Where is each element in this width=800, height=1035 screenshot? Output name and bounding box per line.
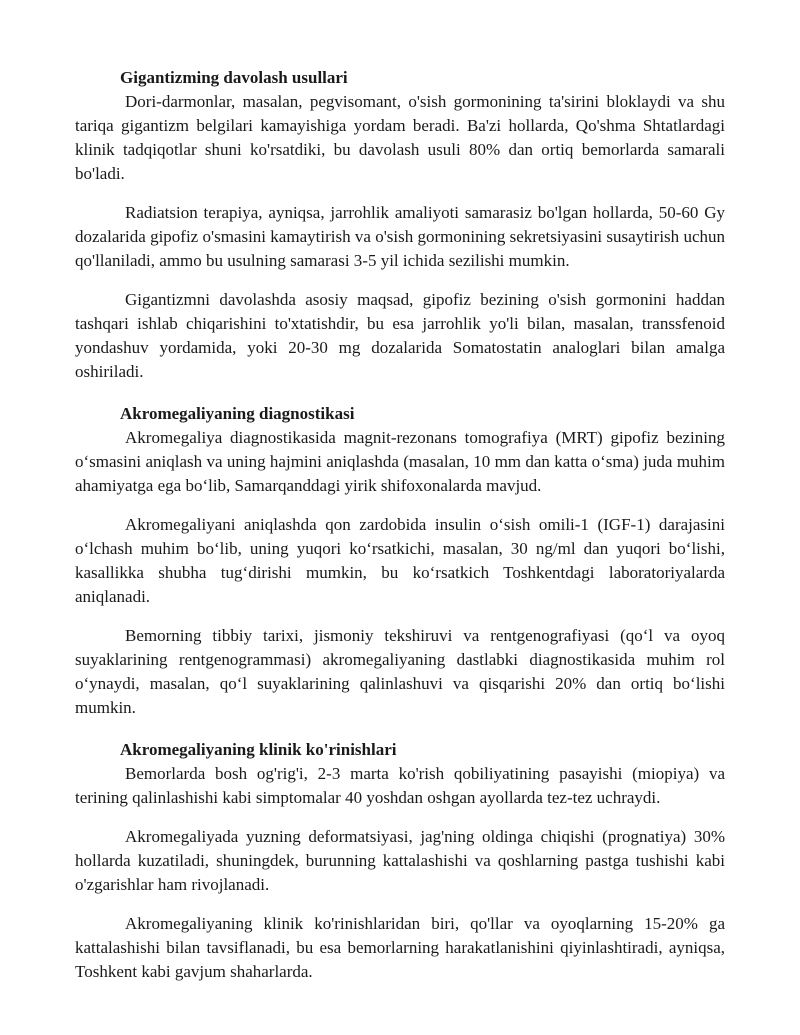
document-page [75, 66, 725, 999]
paragraph: Akromegaliya diagnostikasida magnit-rezonans tomografiya (MRT) gipofiz bezining o‘smasini aniqlash va uning hajmini aniqlashda (masalan, 10 mm dan katta o‘sma) juda muhim ahamiyatga ega bo‘lib, Samarqanddagi yirik shifoxonalarda mavjud. [75, 428, 725, 495]
section-acromegaly-diagnostics [75, 402, 725, 720]
paragraph: Gigantizmni davolashda asosiy maqsad, gipofiz bezining o'sish gormonini haddan tashqari ishlab chiqarishini to'xtatishdir, bu esa jarrohlik yo'li bilan, masalan, transsfenoid yondashuv yordamida, yoki 20-30 mg dozalarida Somatostatin analoglari bilan amalga oshiriladi. [75, 290, 725, 381]
section-heading: Akromegaliyaning klinik ko'rinishlari [120, 740, 397, 759]
paragraph: Bemorning tibbiy tarixi, jismoniy tekshiruvi va rentgenografiyasi (qo‘l va oyoq suyaklarining rentgenogrammasi) akromegaliyaning dastlabki diagnostikasida muhim rol o‘ynaydi, masalan, qo‘l suyaklarining qalinlashuvi va qisqarishi 20% dan ortiq bo‘lishi mumkin. [75, 626, 725, 717]
paragraph: Akromegaliyani aniqlashda qon zardobida insulin o‘sish omili-1 (IGF-1) darajasini o‘lchash muhim bo‘lib, uning yuqori ko‘rsatkichi, masalan, 30 ng/ml dan yuqori bo‘lishi, kasallikka shubha tug‘dirishi mumkin, bu ko‘rsatkich Toshkentdagi laboratoriyalarda aniqlanadi. [75, 515, 725, 606]
section-acromegaly-clinical-signs [75, 738, 725, 984]
paragraph: Dori-darmonlar, masalan, pegvisomant, o'sish gormonining ta'sirini bloklaydi va shu tariqa gigantizm belgilari kamayishiga yordam beradi. Ba'zi hollarda, Qo'shma Shtatlardagi klinik tadqiqotlar shuni ko'rsatdiki, bu davolash usuli 80% dan ortiq bemorlarda samarali bo'ladi. [75, 92, 725, 183]
paragraph: Akromegaliyaning klinik ko'rinishlaridan biri, qo'llar va oyoqlarning 15-20% ga kattalashishi bilan tavsiflanadi, bu esa bemorlarning harakatlanishini qiyinlashtiradi, ayniqsa, Toshkent kabi gavjum shaharlarda. [75, 914, 725, 981]
paragraph: Akromegaliyada yuzning deformatsiyasi, jag'ning oldinga chiqishi (prognatiya) 30% hollarda kuzatiladi, shuningdek, burunning kattalashishi va qoshlarning pastga tushishi kabi o'zgarishlar ham rivojlanadi. [75, 827, 725, 894]
section-heading: Akromegaliyaning diagnostikasi [120, 404, 355, 423]
section-gigantism-treatment [75, 66, 725, 384]
section-heading: Gigantizming davolash usullari [120, 68, 348, 87]
paragraph: Radiatsion terapiya, ayniqsa, jarrohlik amaliyoti samarasiz bo'lgan hollarda, 50-60 Gy dozalarida gipofiz o'smasini kamaytirish va o'sish gormonining sekretsiyasini susaytirish uchun qo'llaniladi, ammo bu usulning samarasi 3-5 yil ichida sezilishi mumkin. [75, 203, 725, 270]
paragraph: Bemorlarda bosh og'rig'i, 2-3 marta ko'rish qobiliyatining pasayishi (miopiya) va terining qalinlashishi kabi simptomalar 40 yoshdan oshgan ayollarda tez-tez uchraydi. [75, 764, 725, 807]
